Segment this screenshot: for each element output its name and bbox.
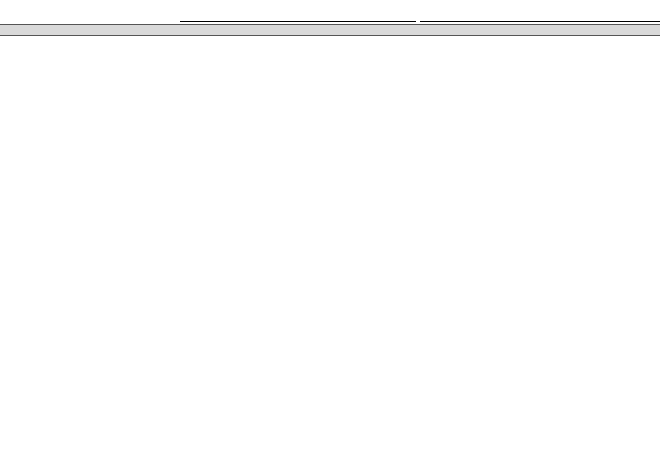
group-forecast-rule xyxy=(420,21,660,22)
year-header-row xyxy=(0,24,660,36)
group-actual-rule xyxy=(180,21,416,22)
